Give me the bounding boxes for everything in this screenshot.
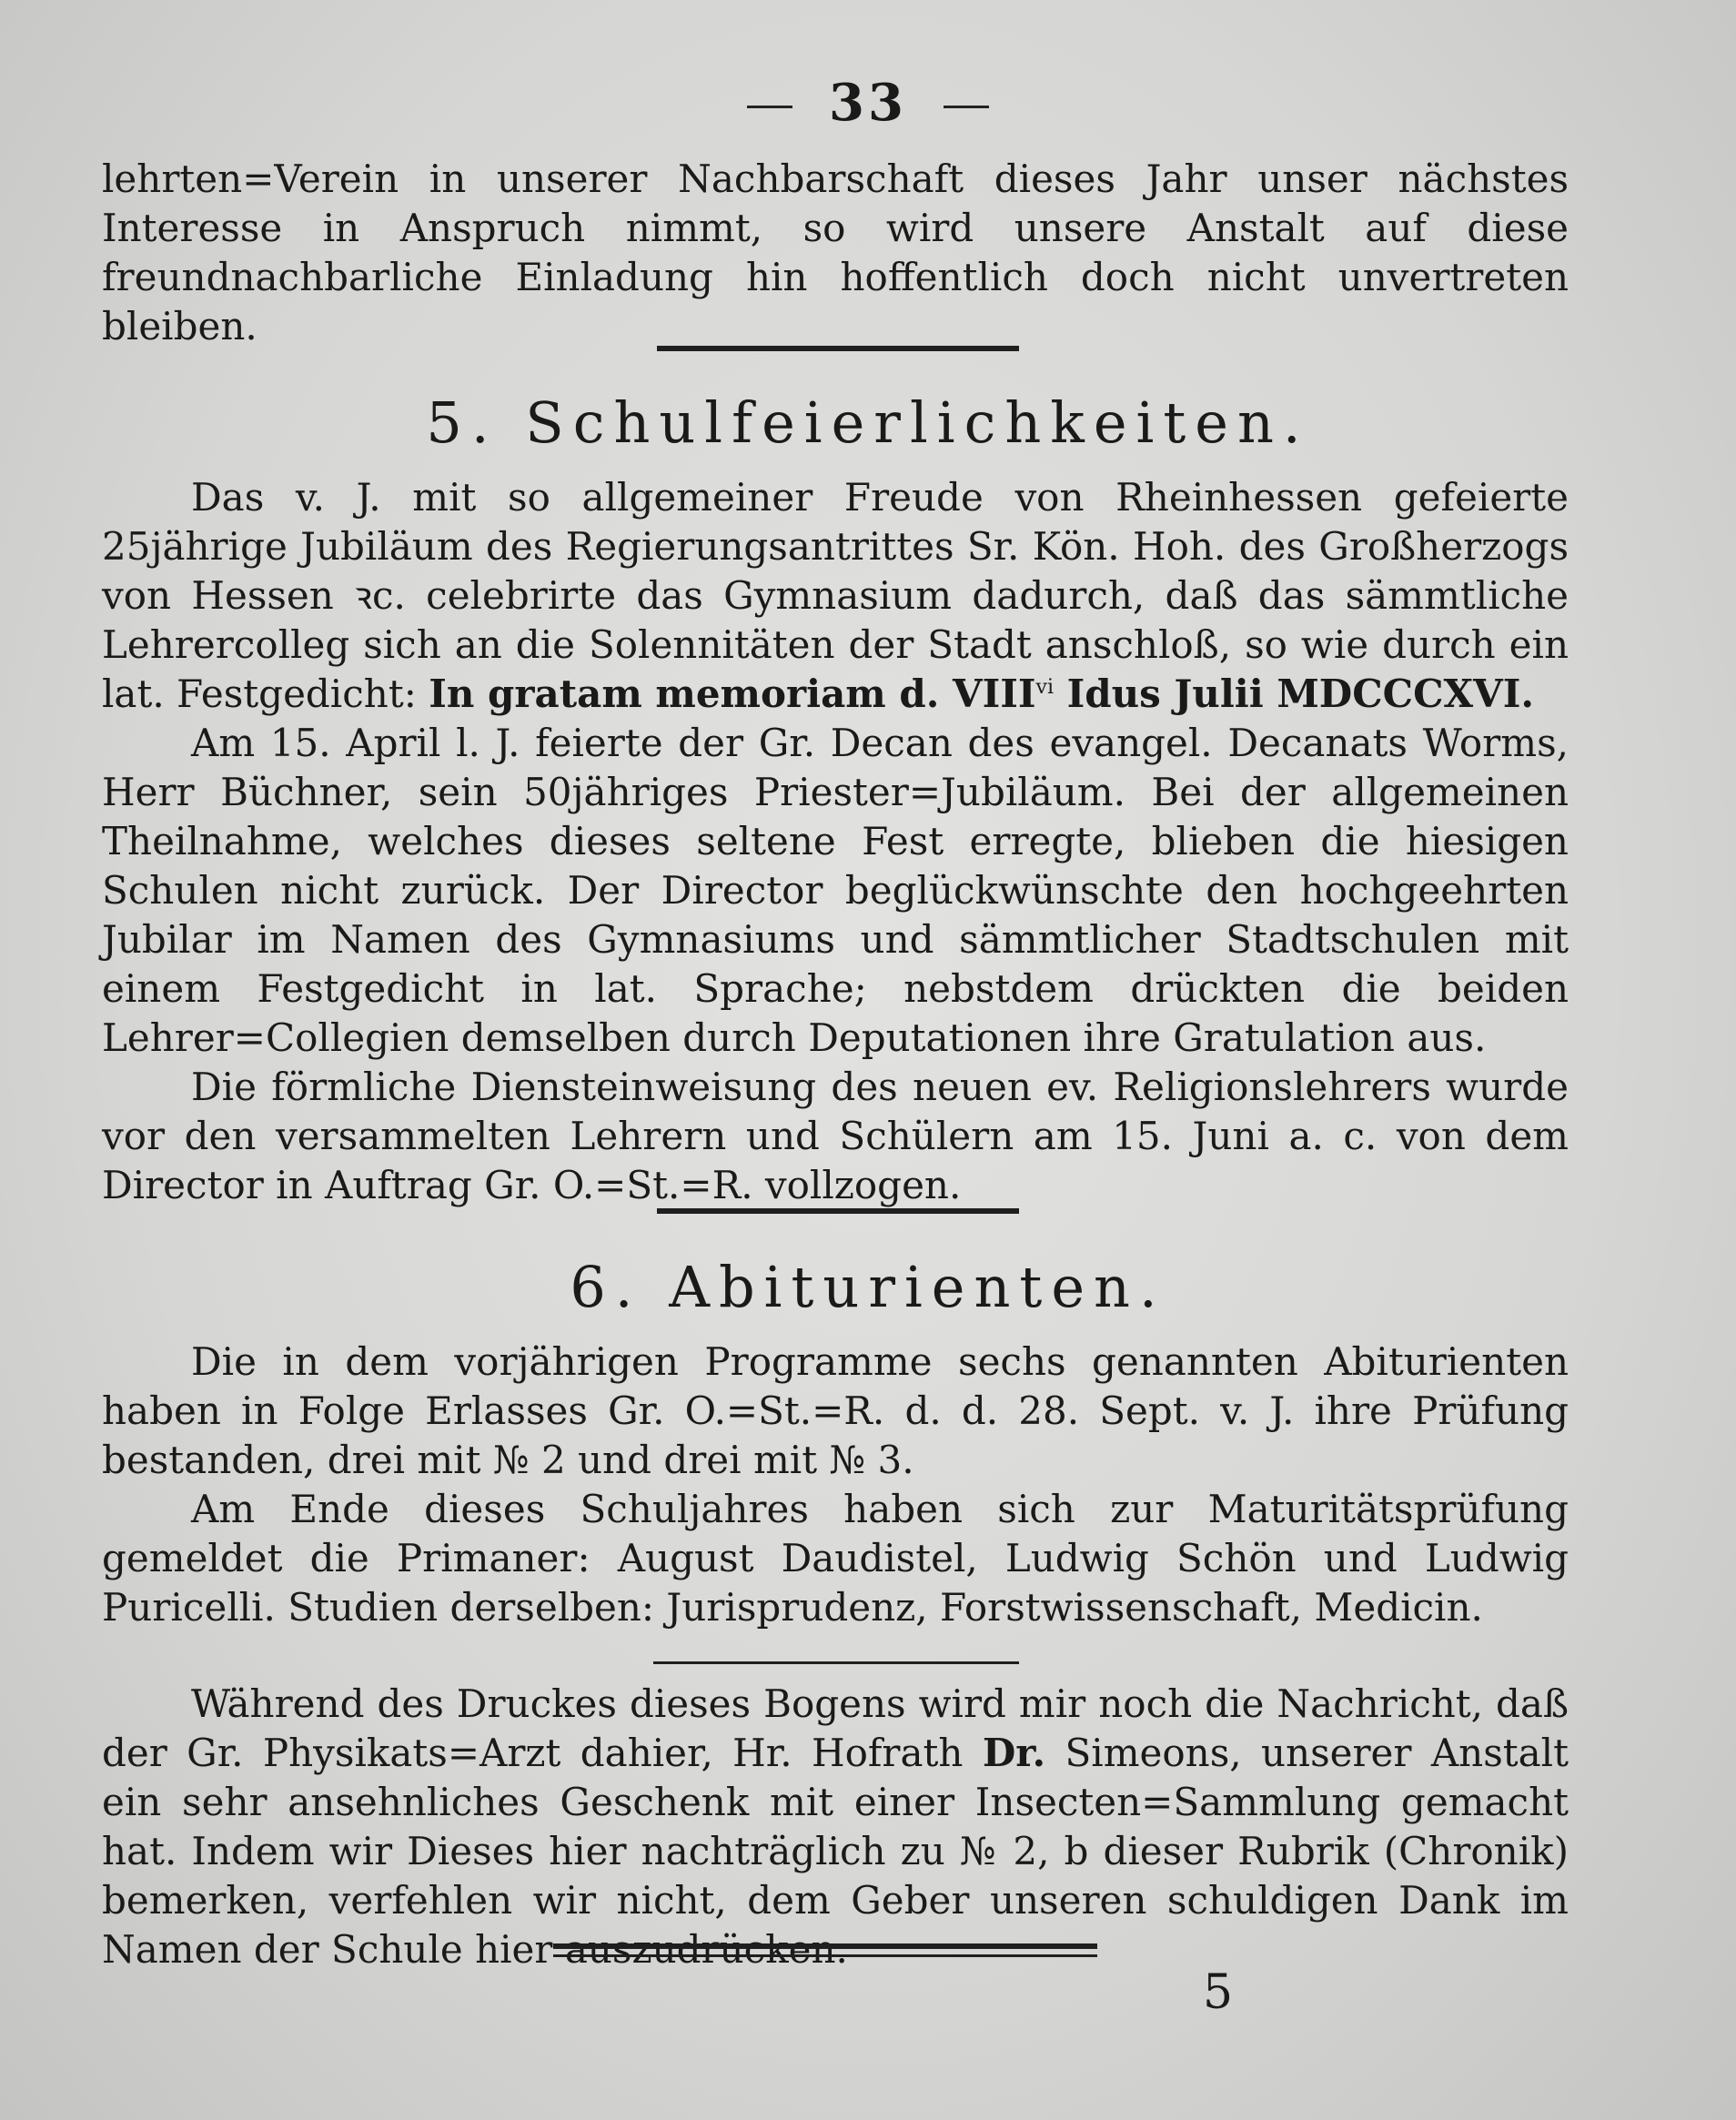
latin-title-end: Idus Julii MDCCCXVI. <box>1053 671 1534 716</box>
closing-double-rule-lower <box>553 1954 1097 1957</box>
page-number-text: 33 <box>829 73 907 133</box>
signature-mark: 5 <box>1203 1965 1234 2020</box>
thin-divider-rule <box>653 1661 1019 1664</box>
intro-paragraph: lehrten=Verein in unserer Nachbarschaft dieses Jahr unser nächstes Interesse in Anspruch nimmt, so wird unsere Anstalt auf diese freundnachbarliche Einladung hin hoffentlich doch nicht unvertreten bleiben. <box>102 156 1569 348</box>
dash-right <box>944 106 989 108</box>
note-text-end: Simeons, unserer Anstalt ein sehr ansehnliches Geschenk mit einer Insecten=Sammlung gemacht hat. Indem wir Dieses hier nachträglich zu № 2, b dieser Rubrik (Chronik) bemerken, verfehlen wir nicht, dem Geber unseren schuldigen Dank im Namen der Schule hier auszudrücken. <box>102 1731 1569 1972</box>
closing-double-rule <box>553 1943 1097 1949</box>
latin-title: In gratam memoriam d. VIII <box>429 671 1036 716</box>
superscript: vi <box>1035 676 1054 699</box>
page-number <box>0 73 1736 133</box>
paragraph-text: Das v. J. mit so allgemeiner Freude von Rheinhessen gefeierte 25jährige Jubiläum des Regierungsantrittes Sr. Kön. Hoh. des Großherzogs von Hessen ꝛc. celebrirte das Gymnasium dadurch, daß das sämmtliche Lehrercolleg sich an die Solennitäten der Stadt anschloß, so wie durch ein lat. Festgedicht: <box>102 475 1569 716</box>
dash-left <box>747 106 792 108</box>
divider-rule <box>657 346 1019 351</box>
note-title: Dr. <box>982 1731 1046 1775</box>
note-block <box>102 1680 1569 1974</box>
divider-rule <box>657 1208 1019 1214</box>
section-5-paragraph-2: Am 15. April l. J. feierte der Gr. Decan des evangel. Decanats Worms, Herr Büchner, sein 50jähriges Priester=Jubiläum. Bei der allgemeinen Theilnahme, welches dieses seltene Fest erregte, blieben die hiesigen Schulen nicht zurück. Der Director beglückwünschte den hochgeehrten Jubilar im Namen des Gymnasiums und sämmtlicher Stadtschulen mit einem Festgedicht in lat. Sprache; nebstdem drückten die beiden Lehrer=Collegien demselben durch Deputationen ihre Gratulation aus. <box>102 721 1569 1060</box>
section-5-body <box>102 473 1569 1210</box>
section-5-heading: 5. Schulfeierlichkeiten. <box>426 389 1310 456</box>
note-text: Während des Druckes dieses Bogens wird mir noch die Nachricht, daß der Gr. Physikats=Arzt dahier, Hr. Hofrath <box>102 1681 1569 1775</box>
section-5-paragraph-3: Die förmliche Diensteinweisung des neuen ev. Religionslehrers wurde vor den versammelten Lehrern und Schülern am 15. Juni a. c. von dem Director in Auftrag Gr. O.=St.=R. vollzogen. <box>102 1065 1569 1207</box>
section-6-paragraph-2: Am Ende dieses Schuljahres haben sich zur Maturitätsprüfung gemeldet die Primaner: August Daudistel, Ludwig Schön und Ludwig Puricelli. Studien derselben: Jurisprudenz, Forstwissenschaft, Medicin. <box>102 1487 1569 1630</box>
intro-block <box>102 155 1569 351</box>
note-paragraph <box>102 1680 1569 1974</box>
section-6-heading: 6. Abiturienten. <box>570 1254 1166 1320</box>
section-6-body <box>102 1338 1569 1632</box>
section-5-paragraph-1 <box>102 473 1569 719</box>
section-6-paragraph-1: Die in dem vorjährigen Programme sechs genannten Abiturienten haben in Folge Erlasses Gr. O.=St.=R. d. d. 28. Sept. v. J. ihre Prüfung bestanden, drei mit № 2 und drei mit № 3. <box>102 1339 1569 1482</box>
